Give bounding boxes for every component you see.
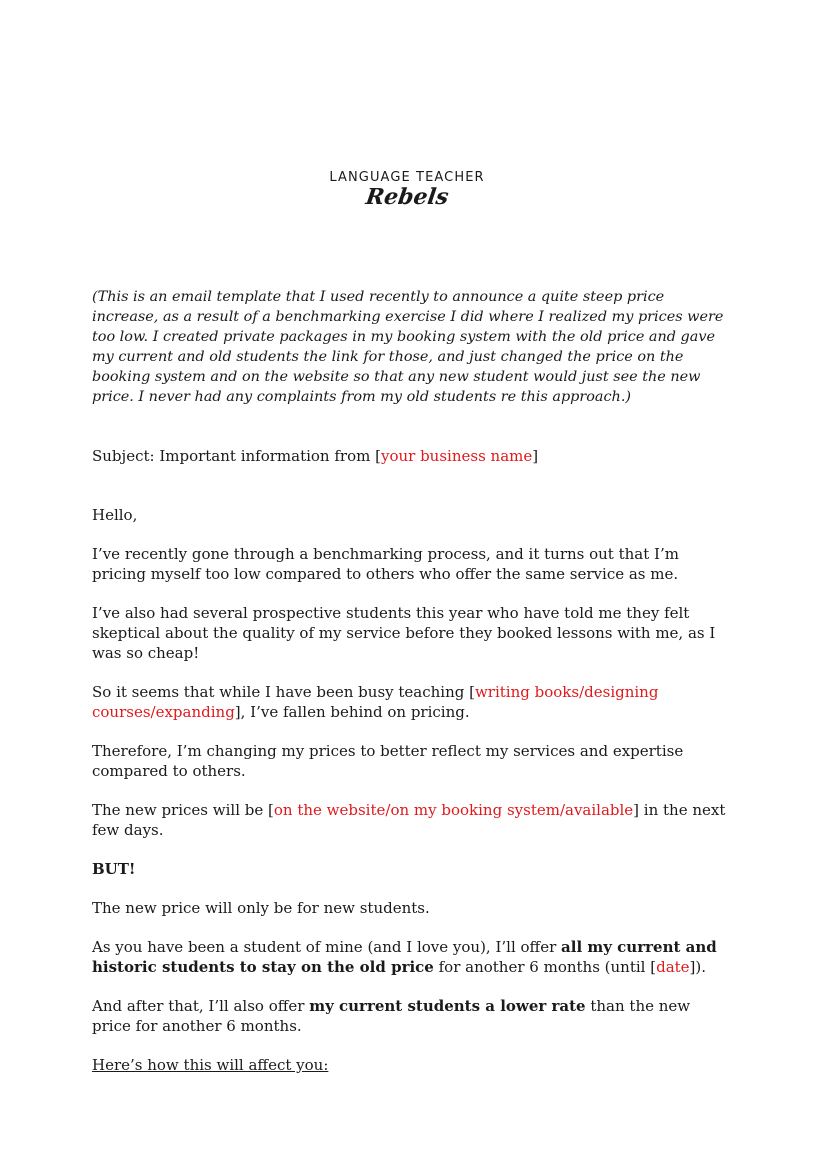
placeholder-date: date bbox=[656, 958, 690, 976]
placeholder-location: on the website/on my booking system/available bbox=[273, 801, 634, 819]
paragraph-changing-prices: Therefore, I’m changing my prices to better reflect my services and expertise compared to others. bbox=[92, 742, 684, 780]
logo-script: Rebels bbox=[363, 184, 451, 210]
but-heading: BUT! bbox=[92, 860, 136, 878]
paragraph-busy-teaching: So it seems that while I have been busy teaching [writing books/designing courses/expanding], I’ve fallen behind on pricing. bbox=[92, 683, 659, 721]
intro-note: (This is an email template that I used recently to announce a quite steep price increase, as a result of a benchmarking exercise I did where I realized my prices were too low. I created private packages in my booking system with the old price and gave my current and old students the link for those, and just changed the price on the booking system and on the website so that any new student would just see the new price. I never had any complaints from my old students re this approach.) bbox=[92, 289, 724, 405]
paragraph-old-price-offer: As you have been a student of mine (and I love you), I’ll offer all my current and historic students to stay on the old price for another 6 months (until [date]). bbox=[92, 938, 717, 976]
paragraph-lower-rate: And after that, I’ll also offer my current students a lower rate than the new price for another 6 months. bbox=[92, 997, 691, 1035]
logo-wordmark: LANGUAGE TEACHER bbox=[329, 170, 485, 185]
greeting: Hello, bbox=[92, 506, 138, 524]
document-body bbox=[92, 287, 732, 1075]
paragraph-benchmarking: I’ve recently gone through a benchmarking process, and it turns out that I’m pricing myself too low compared to others who offer the same service as me. bbox=[92, 545, 679, 583]
placeholder-activities: writing books/designing courses/expanding bbox=[92, 683, 659, 721]
subject-line: Subject: Important information from [your business name] bbox=[92, 447, 539, 465]
section-heading-affect: Here’s how this will affect you: bbox=[92, 1056, 329, 1074]
paragraph-new-prices: The new prices will be [on the website/on my booking system/available] in the next few days. bbox=[92, 801, 726, 839]
placeholder-business-name: your business name bbox=[380, 447, 533, 465]
paragraph-new-students: The new price will only be for new students. bbox=[92, 899, 430, 917]
brand-logo bbox=[0, 170, 814, 209]
paragraph-skeptical: I’ve also had several prospective students this year who have told me they felt skeptical about the quality of my service before they booked lessons with me, as I was so cheap! bbox=[92, 604, 716, 662]
